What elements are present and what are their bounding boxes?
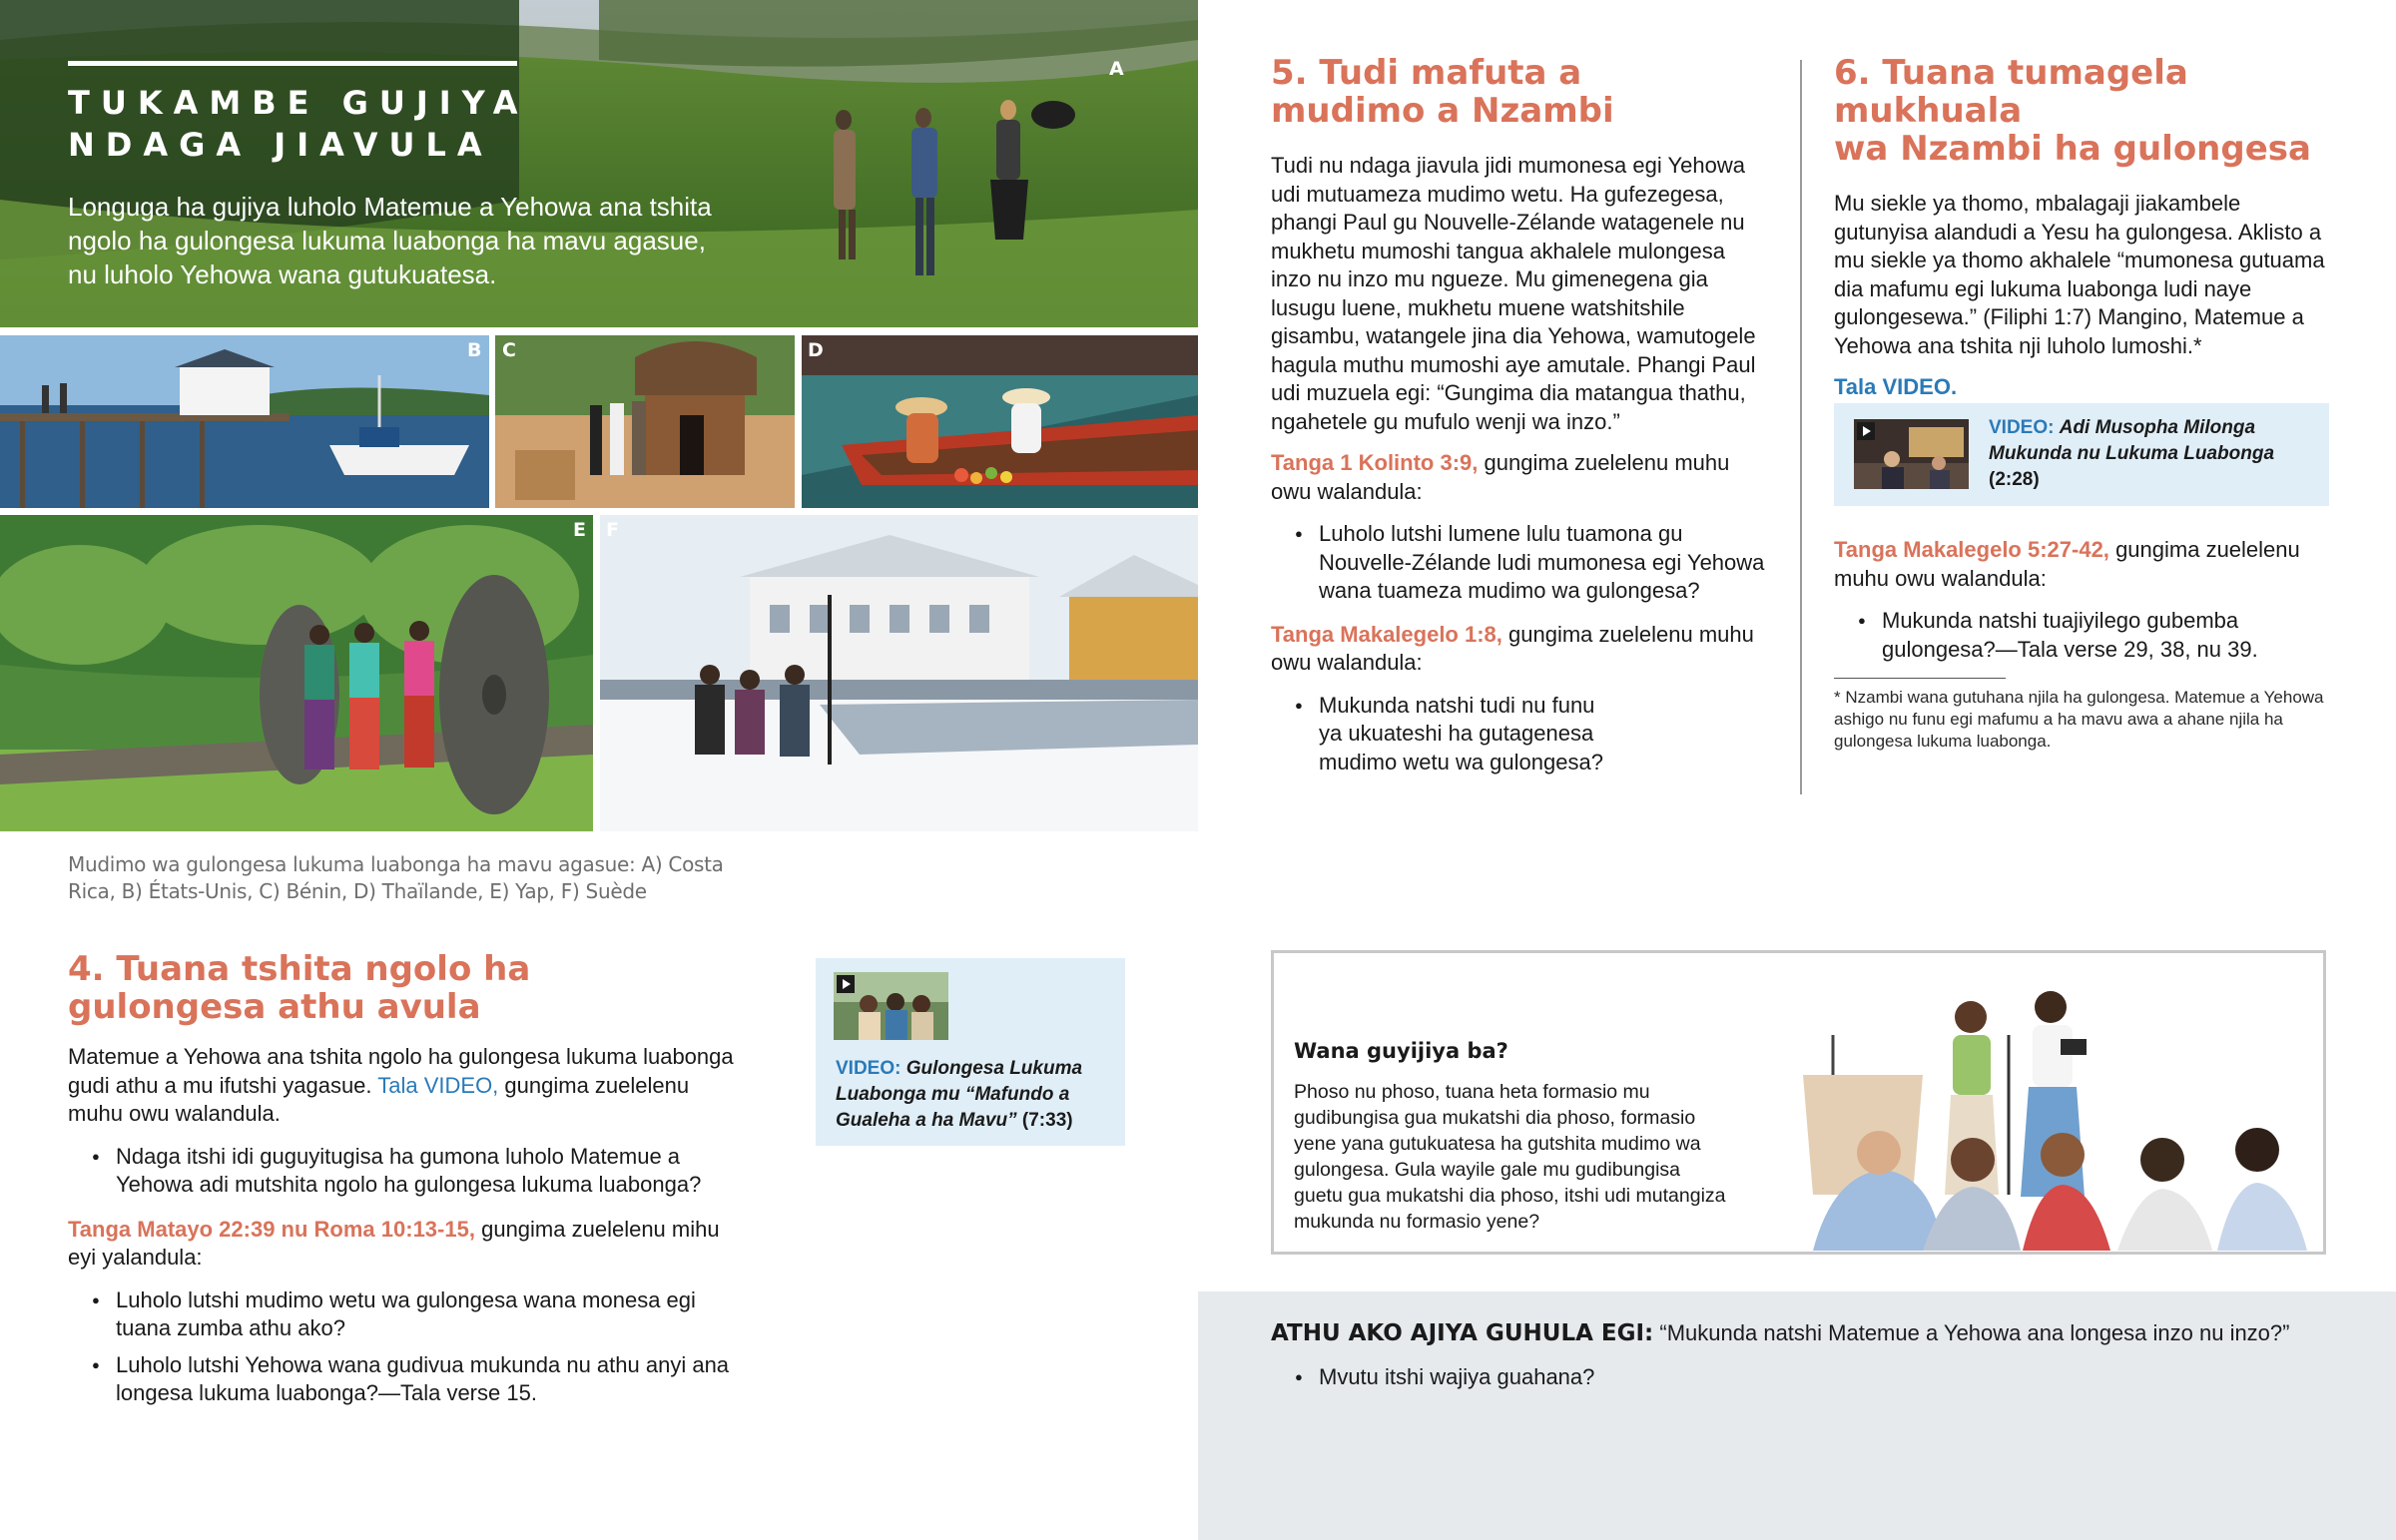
section-4-questions-1: [68, 1143, 747, 1200]
section-6-video-link[interactable]: Tala VIDEO.: [1834, 374, 1958, 399]
section-6-body: Mu siekle ya thomo, mbalagaji jiakambele gutunyisa alandudi a Yesu ha gulongesa. Aklisto a mu siekle ya thomo akhalele “mumonesa gutuama dia mafumu egi lukuma luabonga ludi naye gulongesewa.” (Filiphi 1:7) Mangino, Matemue a Yehowa ana tshita nji luholo lumoshi.*: [1834, 191, 2325, 358]
photo-f-sweden: [600, 515, 1198, 831]
photo-letter-c: C: [502, 339, 516, 361]
section-4-intro-text: Matemue a Yehowa ana tshita ngolo ha gulongesa lukuma luabonga gudi athu a mu ifutshi yagasue.: [68, 1044, 734, 1098]
photo-letter-f: F: [606, 519, 619, 541]
list-item: ● Mukunda natshi tuajiyilego gubemba gulongesa?—Tala verse 29, 38, nu 39.: [1834, 607, 2329, 664]
section-6-heading: [1834, 54, 2329, 168]
photo-d-thailand: [802, 335, 1198, 508]
video-thumbnail[interactable]: [1854, 419, 1969, 489]
hero-title-line1: TUKAMBE GUJIYA: [68, 84, 529, 122]
section-4-video-title: [836, 1056, 1115, 1134]
section-4-video-link[interactable]: Tala VIDEO,: [377, 1072, 499, 1098]
play-icon[interactable]: [1857, 422, 1875, 440]
column-divider: [1800, 60, 1802, 794]
hero-title-line2: NDAGA JIAVULA: [68, 126, 493, 164]
section-4-heading-line1: 4. Tuana tshita ngolo ha: [68, 949, 531, 989]
list-item: ● Luholo lutshi lumene lulu tuamona gu Nouvelle-Zélande ludi mumonesa egi Yehowa wana tuameza mudimo wa gulongesa?: [1271, 520, 1770, 606]
section-4-heading-line2: gulongesa athu avula: [68, 987, 481, 1027]
section-6-continued: [1834, 536, 2329, 753]
photo-letter-a: A: [1109, 58, 1124, 80]
section-5-body: Tudi nu ndaga jiavula jidi mumonesa egi Yehowa udi mutuameza mudimo wetu. Ha gufezegesa, phangi Paul gu Nouvelle-Zélande watagenele nu mukhetu mumoshi tangua akhalele mulongesa inzo nu inzo mu ngueze. Mu gimenegena gia lusugu luene, mukhetu muene watshitshile gisambu, watangele jina dia Yehowa, wamutogele hagula muthu mumoshi aye amutale. Phangi Paul udi muzuela egi: “Gungima dia matangua thathu, ngahetele gu mufulo wenji wa inzo.”: [1271, 153, 1756, 434]
section-5-scripture-2-link[interactable]: Tanga Makalegelo 1:8,: [1271, 621, 1502, 647]
hero-title-rule: [68, 61, 517, 66]
section-5-heading: [1271, 54, 1770, 130]
section-4: [68, 950, 747, 1408]
section-6-video-title: [1989, 415, 2288, 493]
video-duration: (2:28): [1989, 469, 2040, 490]
video-title: Adi Musopha Milonga Mukunda nu Lukuma Luabonga: [1989, 417, 2275, 464]
photo-letter-d: D: [808, 339, 824, 361]
list-item: ● Luholo lutshi mudimo wetu wa gulongesa wana monesa egi tuana zumba athu ako?: [68, 1286, 747, 1343]
review-bullets: [1271, 1363, 2169, 1392]
video-thumbnail[interactable]: [834, 972, 948, 1040]
photo-letter-e: E: [573, 519, 586, 541]
photo-e-yap: [0, 515, 593, 831]
video-title: Gulongesa Lukuma Luabonga mu “Mafundo a Gualeha a ha Mavu”: [836, 1058, 1083, 1131]
section-5-questions-1: [1271, 520, 1770, 606]
section-4-heading: [68, 950, 747, 1026]
section-6-scripture: [1834, 536, 2329, 593]
section-5-questions-2: [1271, 692, 1610, 777]
section-5-heading-line2: mudimo a Nzambi: [1271, 91, 1614, 131]
section-6: [1834, 54, 2329, 402]
review-question-text: “Mukunda natshi Matemue a Yehowa ana longesa inzo nu inzo?”: [1659, 1320, 2290, 1345]
list-item: ● Ndaga itshi idi guguyitugisa ha gumona luholo Matemue a Yehowa adi mutshita ngolo ha gulongesa lukuma luabonga?: [68, 1143, 747, 1200]
section-4-video-card[interactable]: [816, 958, 1125, 1146]
section-6-heading-line1: 6. Tuana tumagela mukhuala: [1834, 53, 2188, 131]
did-you-know-body: Phoso nu phoso, tuana heta formasio mu gudibungisa gua mukatshi dia phoso, formasio yene yana gutukuatesa ha gutshita mudimo wa gulongesa. Gula wayile gale mu gudibungisa guetu gua mukatshi dia phoso, itshi udi mutangiza mukunda nu formasio yene?: [1294, 1081, 1726, 1233]
photo-letter-b: B: [467, 339, 482, 361]
section-5-scripture-2: [1271, 621, 1770, 678]
review-question: [1271, 1318, 2369, 1348]
section-5-scripture-1-link[interactable]: Tanga 1 Kolinto 3:9,: [1271, 450, 1479, 475]
section-6-scripture-post: gungima zuelelenu muhu owu walandula:: [1834, 537, 2300, 591]
did-you-know-box: [1271, 950, 2326, 1255]
section-6-footnote: * Nzambi wana gutuhana njila ha gulongesa. Matemue a Yehowa ashigo nu funu egi mafumu a ha mavu awa a ahane njila ha gulongesa lukuma luabonga.: [1834, 688, 2324, 751]
meeting-illustration: [1793, 965, 2322, 1251]
photo-caption: Mudimo wa gulongesa lukuma luabonga ha mavu agasue: A) Costa Rica, B) États-Unis, C) Bénin, D) Thaïlande, E) Yap, F) Suède: [68, 852, 724, 903]
section-4-scripture-link[interactable]: Tanga Matayo 22:39 nu Roma 10:13-15,: [68, 1216, 475, 1242]
section-4-questions-2: [68, 1286, 747, 1408]
video-duration: (7:33): [1021, 1110, 1073, 1131]
section-4-scripture-post: gungima zuelelenu mihu eyi yalandula:: [68, 1216, 720, 1270]
list-item: ● Mukunda natshi tudi nu funu ya ukuateshi ha gutagenesa mudimo wetu wa gulongesa?: [1271, 692, 1610, 777]
footnote-rule: [1834, 678, 2006, 679]
section-5-heading-line1: 5. Tudi mafuta a: [1271, 53, 1582, 93]
did-you-know-title: Wana guyijiya ba?: [1294, 1039, 1508, 1063]
photo-c-benin: [495, 335, 795, 508]
section-6-heading-line2: wa Nzambi ha gulongesa: [1834, 129, 2311, 169]
play-icon[interactable]: [837, 975, 855, 993]
section-4-intro-post: gungima zuelelenu muhu owu walandula.: [68, 1072, 690, 1126]
hero-title: [68, 82, 529, 166]
section-4-intro: [68, 1043, 747, 1129]
section-5-scripture-1-post: gungima zuelelenu muhu owu walandula:: [1271, 450, 1730, 504]
video-label: VIDEO:: [836, 1058, 901, 1079]
section-5: [1271, 54, 1770, 776]
section-5-scripture-2-post: gungima zuelelenu muhu owu walandula:: [1271, 621, 1754, 675]
video-label: VIDEO:: [1989, 417, 2055, 438]
review-label: ATHU AKO AJIYA GUHULA EGI:: [1271, 1320, 1654, 1346]
section-5-scripture-1: [1271, 449, 1770, 506]
photo-b-united-states: [0, 335, 489, 508]
section-4-scripture-line: [68, 1216, 747, 1273]
section-6-video-card[interactable]: [1834, 403, 2329, 506]
hero-subtitle: Longuga ha gujiya luholo Matemue a Yehowa ana tshita ngolo ha gulongesa lukuma luabonga ha mavu agasue, nu luholo Yehowa wana gutukuatesa.: [68, 192, 712, 289]
list-item: ● Mvutu itshi wajiya guahana?: [1271, 1363, 2169, 1392]
list-item: ● Luholo lutshi Yehowa wana gudivua mukunda nu athu anyi ana longesa lukuma luabonga?—Tala verse 15.: [68, 1351, 747, 1408]
section-6-questions: [1834, 607, 2329, 664]
section-6-scripture-link[interactable]: Tanga Makalegelo 5:27-42,: [1834, 537, 2109, 562]
